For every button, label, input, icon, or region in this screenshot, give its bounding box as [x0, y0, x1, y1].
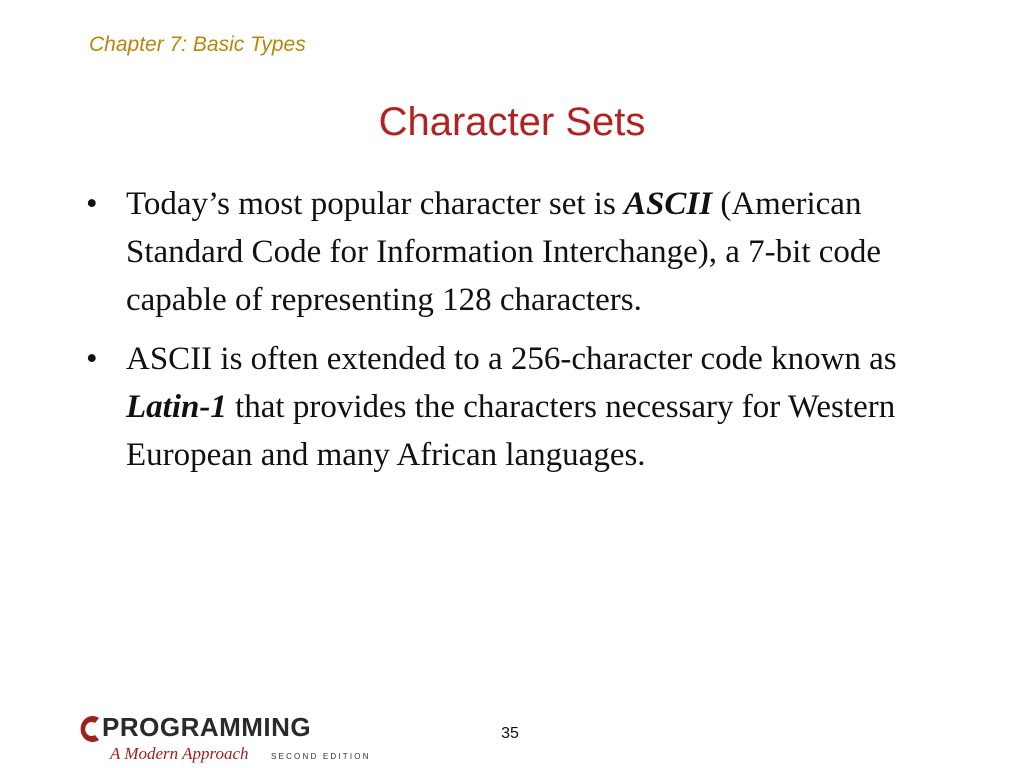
logo-c-icon: [80, 714, 102, 744]
bullet-dot: •: [86, 341, 98, 377]
bullet-dot: •: [86, 186, 98, 222]
bullet-text-end: (American Standard Code for Information Interchange), a 7-bit code capable of representing 128 characters.: [126, 186, 882, 318]
logo-wordmark: PROGRAMMING: [102, 712, 312, 742]
bullet-text-start: Today’s most popular character set is: [126, 186, 625, 222]
term-ascii: ASCII: [624, 186, 713, 222]
logo-edition: SECOND EDITION: [271, 752, 371, 761]
chapter-header: Chapter 7: Basic Types: [89, 33, 306, 56]
slide-title: Character Sets: [378, 100, 646, 144]
bullet-item-latin1: [86, 335, 936, 479]
bullet-list: [86, 180, 936, 490]
bullet-item-ascii: [86, 180, 936, 324]
term-latin1: Latin-1: [126, 389, 227, 425]
bullet-text-start: ASCII is often extended to a 256-character code known as: [126, 341, 897, 377]
bullet-text-end: that provides the characters necessary for Western European and many African languages.: [126, 389, 896, 473]
page-number: 35: [501, 725, 519, 742]
book-logo: [80, 712, 380, 766]
logo-subtitle: A Modern Approach: [110, 744, 249, 763]
